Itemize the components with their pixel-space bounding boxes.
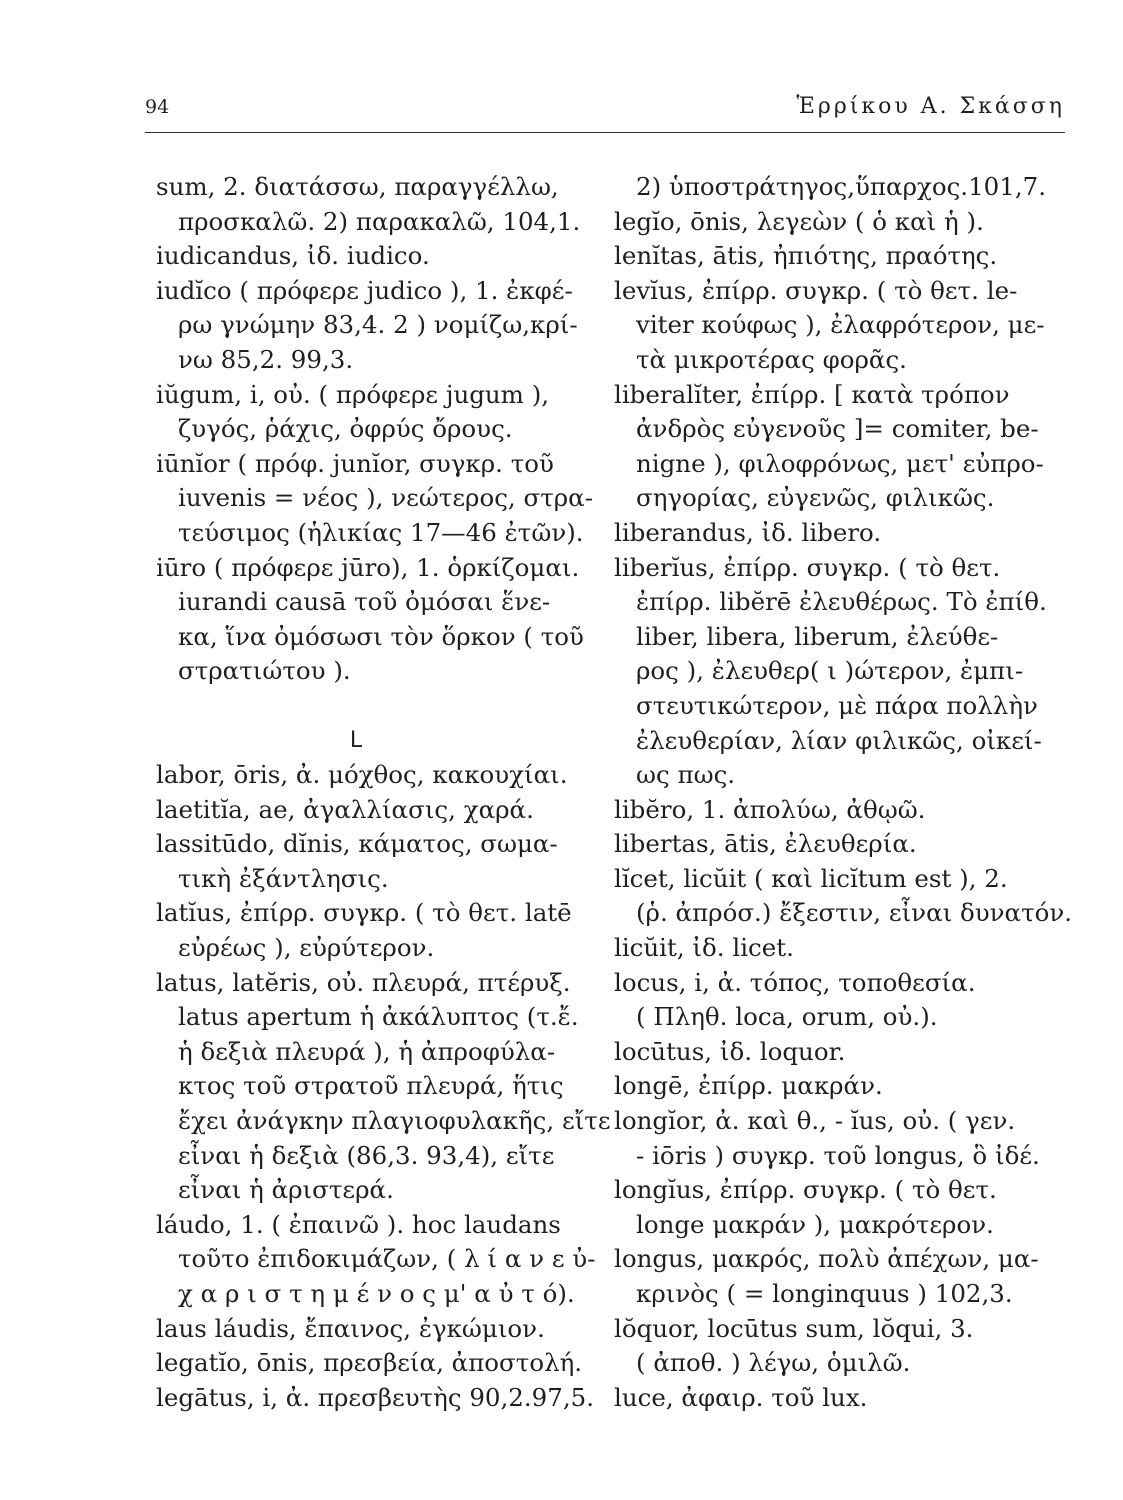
dictionary-line: κα, ἵνα ὀμόσωσι τὸν ὅρκον ( τοῦ [178, 621, 584, 651]
dictionary-line: libĕro, 1. ἀπολύω, ἀθῳῶ. [614, 794, 926, 824]
dictionary-line: iūnĭor ( πρόφ. junĭor, συγκρ. τοῦ [156, 448, 554, 478]
dictionary-line: locus, i, ἀ. τόπος, τοποθεσία. [614, 967, 976, 997]
dictionary-line: legātus, i, ἀ. πρεσβευτὴς 90,2.97,5. [156, 1382, 595, 1412]
dictionary-line: latĭus, ἐπίρρ. συγκρ. ( τὸ θετ. latē [156, 898, 572, 928]
dictionary-line: laus láudis, ἔπαινος, ἐγκώμιον. [156, 1313, 545, 1343]
dictionary-line: iuvenis = νέος ), νεώτερος, στρα- [178, 483, 593, 513]
dictionary-line: nigne ), φιλοφρόνως, μετ' εὐπρο- [636, 448, 1044, 478]
dictionary-line: longĭor, ἀ. καὶ θ., - ĭus, οὐ. ( γεν. [614, 1106, 1016, 1136]
dictionary-line: ἀνδρὸς εὐγενοῦς ]= comiter, be- [636, 414, 1039, 444]
blank-line [156, 689, 586, 724]
dictionary-line: longē, ἐπίρρ. μακράν. [614, 1071, 883, 1101]
dictionary-line: στρατιώτου ). [178, 656, 351, 686]
dictionary-line: locūtus, ἰδ. loquor. [614, 1036, 846, 1066]
dictionary-line: τὰ μικροτέρας φορᾶς. [636, 344, 907, 374]
dictionary-line: liber, libera, liberum, ἐλεύθε- [636, 621, 999, 651]
dictionary-line: ρω γνώμην 83,4. 2 ) νομίζω,κρί- [178, 310, 578, 340]
dictionary-line: iŭgum, i, οὐ. ( πρόφερε jugum ), [156, 379, 550, 409]
dictionary-line: legatĭo, ōnis, πρεσβεία, ἀποστολή. [156, 1348, 583, 1378]
left-column [156, 170, 611, 1415]
dictionary-line: iudicandus, ἰδ. iudico. [156, 241, 430, 271]
dictionary-line: latus apertum ἡ ἀκάλυπτος (τ.ἔ. [178, 1002, 579, 1032]
dictionary-line: εὐρέως ), εὐρύτερον. [178, 933, 435, 963]
dictionary-line: ( Πληθ. loca, orum, οὐ.). [636, 1002, 938, 1032]
dictionary-line: εἶναι ἡ ἀριστερά. [178, 1175, 394, 1205]
dictionary-line: τικὴ ἐξάντλησις. [178, 863, 389, 893]
dictionary-line: (ῥ. ἀπρόσ.) ἔξεστιν, εἶναι δυνατόν. [636, 898, 1073, 928]
dictionary-line: lassitūdo, dĭnis, κάματος, σωμα- [156, 829, 558, 859]
dictionary-line: lŏquor, locūtus sum, lŏqui, 3. [614, 1313, 974, 1343]
dictionary-line: sum, 2. διατάσσω, παραγγέλλω, [156, 172, 559, 201]
dictionary-line: lenĭtas, ātis, ἠπιότης, πραότης. [614, 241, 998, 271]
dictionary-line: láudo, 1. ( ἐπαινῶ ). hoc laudans [156, 1209, 561, 1239]
dictionary-line: iudĭco ( πρόφερε judico ), 1. ἐκφέ- [156, 275, 573, 305]
dictionary-line: luce, ἀφαιρ. τοῦ lux. [614, 1382, 868, 1412]
page-header [145, 92, 1065, 133]
dictionary-line: ρος ), ἐλευθερ( ι )ώτερον, ἐμπι- [636, 656, 1024, 686]
dictionary-line: τοῦτο ἐπιδοκιμάζων, ( λ ί α ν ε ὐ- [178, 1244, 596, 1274]
dictionary-line: latus, latĕris, οὐ. πλευρά, πτέρυξ. [156, 967, 571, 997]
dictionary-line: ἐλευθερίαν, λίαν φιλικῶς, οἰκεί- [636, 725, 1042, 755]
dictionary-line: laetitĭa, ae, ἀγαλλίασις, χαρά. [156, 794, 534, 824]
section-letter: L [349, 727, 363, 753]
dictionary-line: - iōris ) συγκρ. τοῦ longus, ὃ ἰδέ. [636, 1140, 1040, 1170]
dictionary-line: labor, ōris, ἀ. μόχθος, κακουχίαι. [156, 760, 568, 790]
dictionary-line: χ α ρ ι σ τ η μ έ ν ο ς μ' α ὐ τ ό). [178, 1279, 575, 1308]
dictionary-line: lĭcet, licŭit ( καὶ licĭtum est ), 2. [614, 863, 1008, 893]
dictionary-line: νω 85,2. 99,3. [178, 344, 354, 374]
dictionary-line: στευτικώτερον, μὲ πάρα πολλὴν [636, 690, 1038, 720]
dictionary-line: licŭit, ἰδ. licet. [614, 933, 794, 963]
dictionary-line: εἶναι ἡ δεξιὰ (86,3. 93,4), εἴτε [178, 1140, 555, 1170]
dictionary-line: ἡ δεξιὰ πλευρά ), ἡ ἀπροφύλα- [178, 1036, 556, 1066]
dictionary-line: longe μακράν ), μακρότερον. [636, 1209, 994, 1239]
dictionary-line: τεύσιμος (ἡλικίας 17—46 ἐτῶν). [178, 517, 584, 547]
dictionary-line: ζυγός, ῥάχις, ὀφρύς ὄρους. [178, 414, 513, 444]
dictionary-line: viter κούφως ), ἐλαφρότερον, με- [636, 310, 1045, 340]
dictionary-line: ἔχει ἀνάγκην πλαγιοφυλακῆς, εἴτε [178, 1106, 611, 1136]
dictionary-line: longĭus, ἐπίρρ. συγκρ. ( τὸ θετ. [614, 1175, 997, 1205]
right-column [614, 170, 1073, 1415]
dictionary-line: ( ἀποθ. ) λέγω, ὁμιλῶ. [636, 1348, 911, 1378]
dictionary-line: libertas, ātis, ἐλευθερία. [614, 829, 917, 859]
dictionary-line: κρινὸς ( = longinquus ) 102,3. [636, 1279, 1013, 1308]
dictionary-line: levĭus, ἐπίρρ. συγκρ. ( τὸ θετ. le- [614, 275, 1018, 305]
running-head: Ἑρρίκου Α. Σκάσση [796, 94, 1065, 119]
dictionary-line: 2) ὑποστράτηγος,ὕπαρχος.101,7. [636, 172, 1047, 201]
dictionary-line: σηγορίας, εὐγενῶς, φιλικῶς. [636, 483, 995, 513]
dictionary-line: ἐπίρρ. libĕrē ἐλευθέρως. Τὸ ἐπίθ. [636, 587, 1047, 617]
dictionary-line: liberĭus, ἐπίρρ. συγκρ. ( τὸ θετ. [614, 552, 1001, 582]
dictionary-line: ως πως. [636, 760, 736, 790]
dictionary-line: κτος τοῦ στρατοῦ πλευρά, ἥτις [178, 1071, 564, 1101]
dictionary-line: iūro ( πρόφερε jūro), 1. ὁρκίζομαι. [156, 552, 580, 582]
dictionary-line: προσκαλῶ. 2) παρακαλῶ, 104,1. [178, 206, 581, 236]
dictionary-line: legĭo, ōnis, λεγεὼν ( ὁ καὶ ἡ ). [614, 206, 984, 236]
dictionary-line: liberalĭter, ἐπίρρ. [ κατὰ τρόπον [614, 379, 1010, 409]
dictionary-line: longus, μακρός, πολὺ ἀπέχων, μα- [614, 1244, 1039, 1274]
page-number: 94 [145, 96, 170, 118]
dictionary-line: iurandi causā τοῦ ὀμόσαι ἕνε- [178, 587, 551, 617]
dictionary-line: liberandus, ἰδ. libero. [614, 517, 882, 547]
